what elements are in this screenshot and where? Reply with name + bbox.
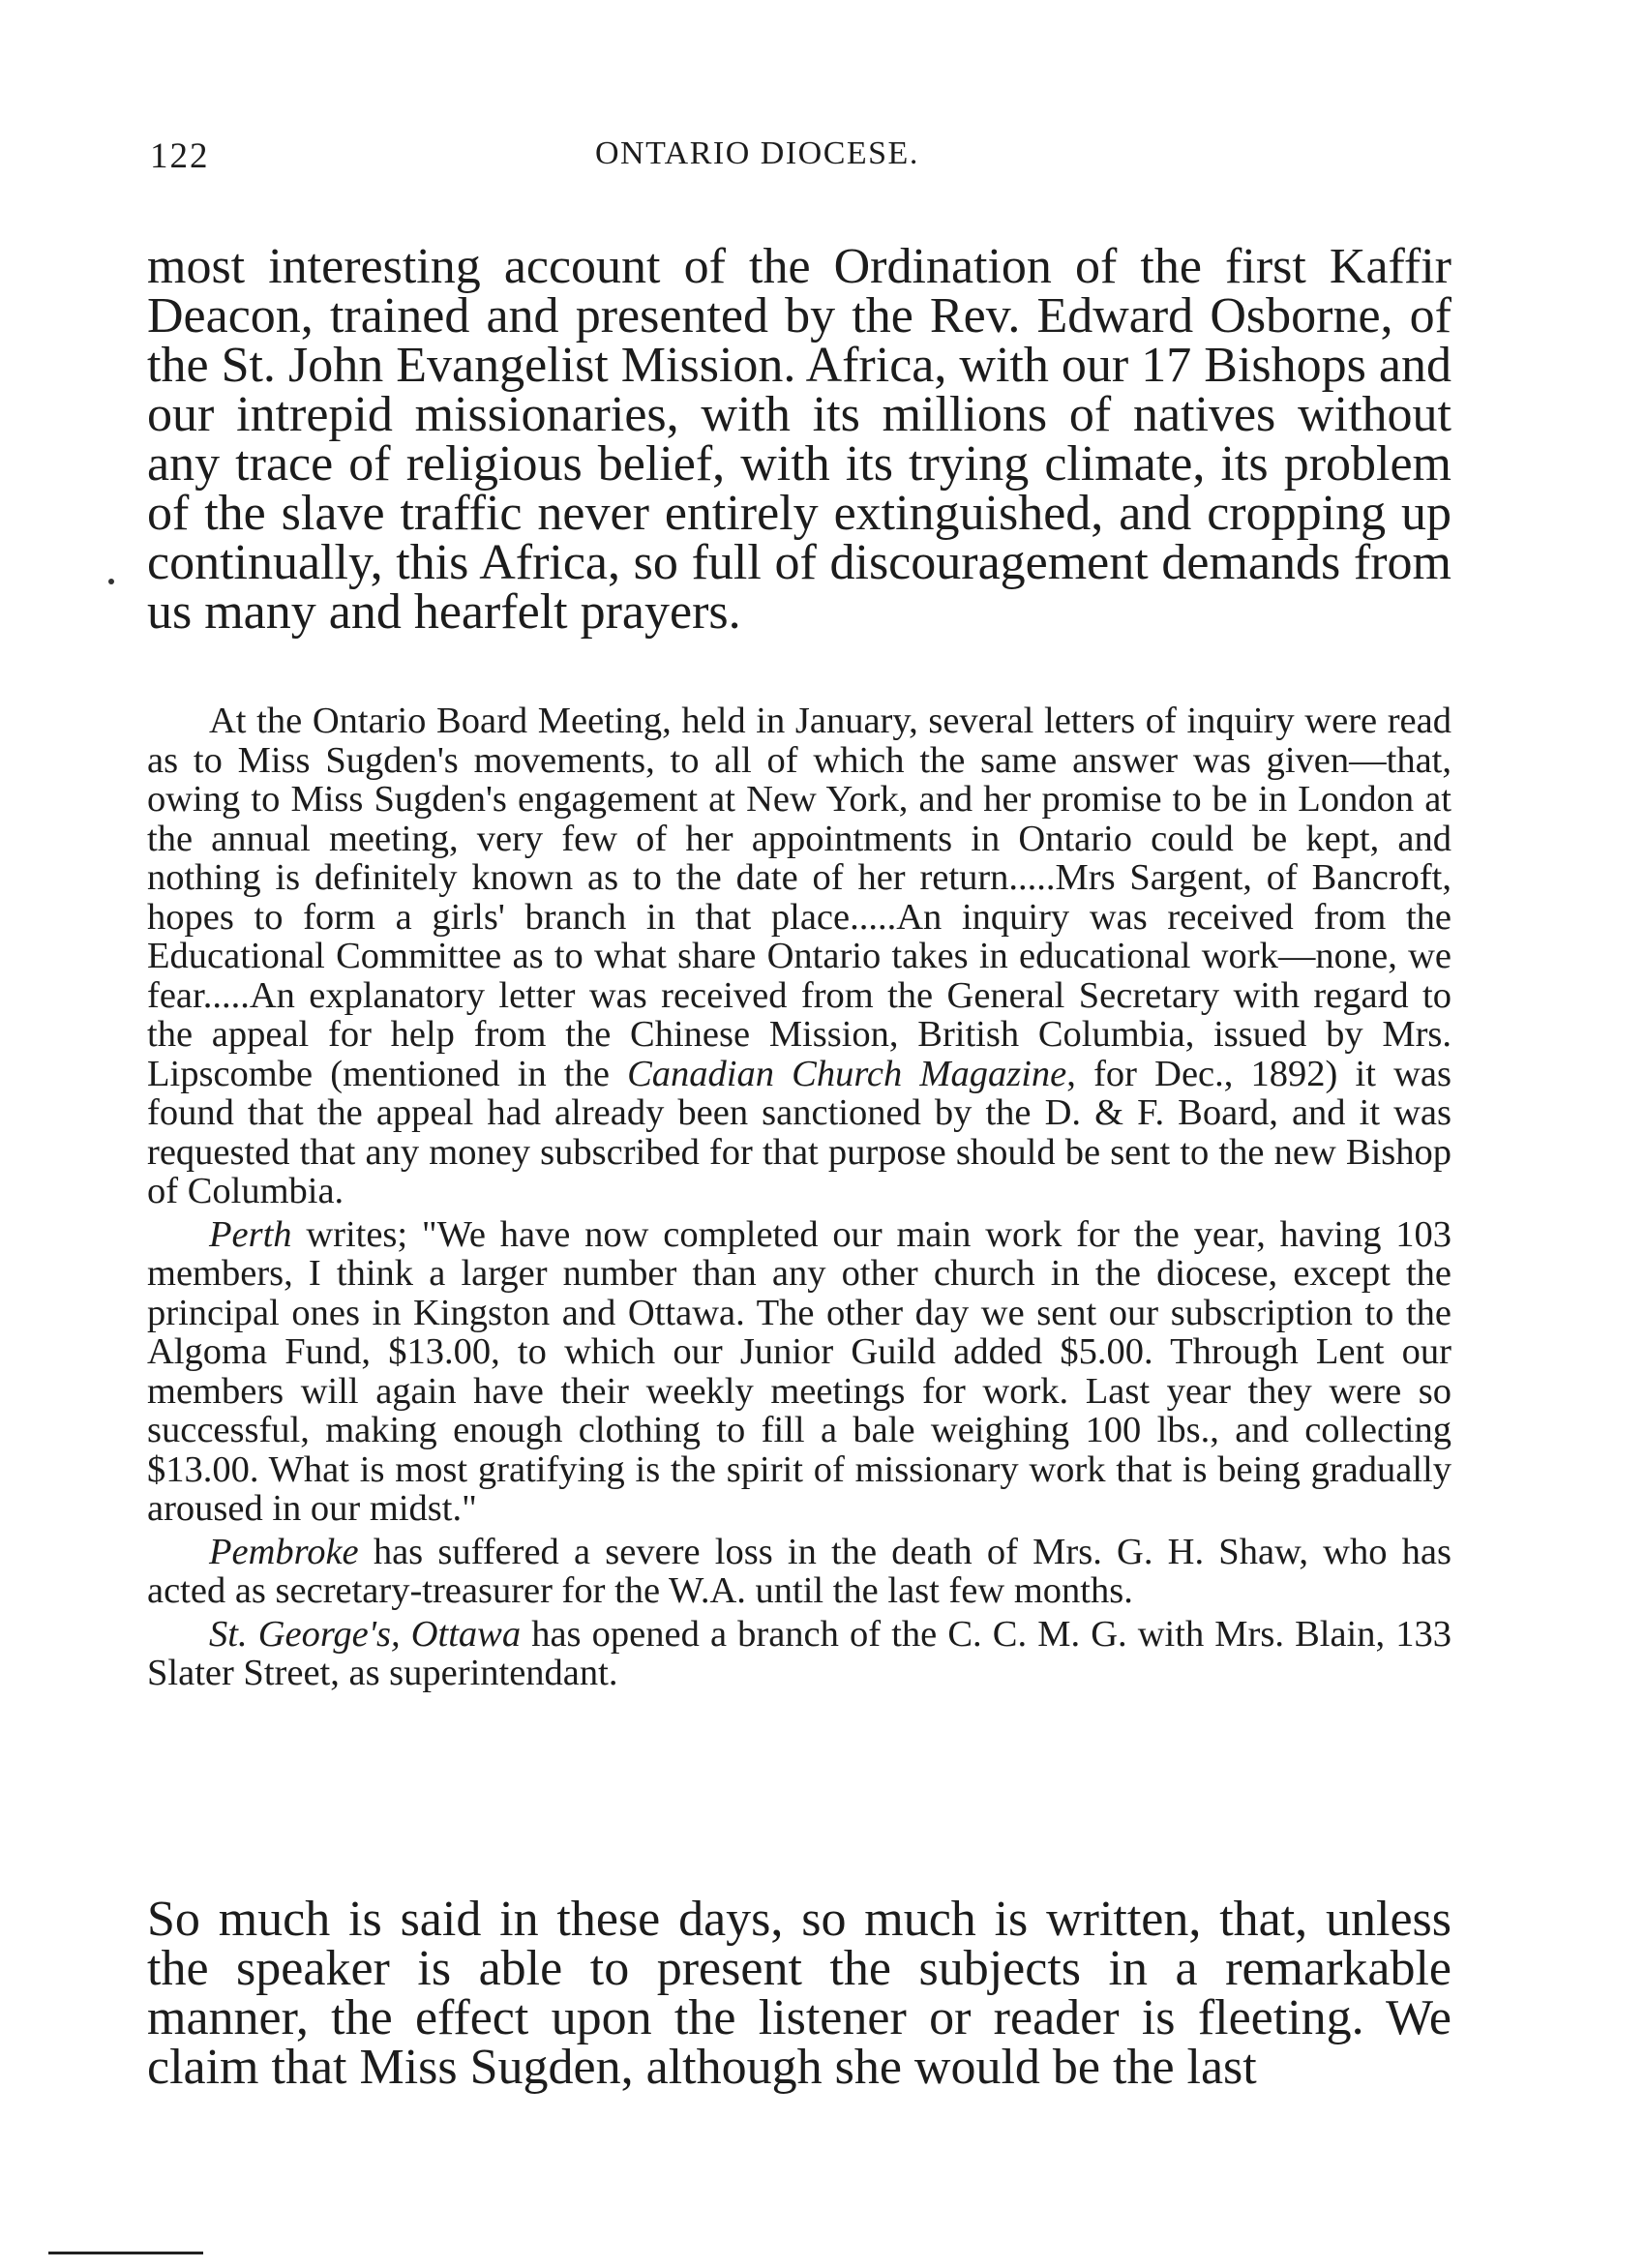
board-notes	[147, 701, 1451, 1693]
bottom-rule	[48, 2252, 203, 2254]
pembroke-text: has suffered a severe loss in the death of Mrs. G. H. Shaw, who has acted as secretary-treasurer for the W.A. until the last few months.	[147, 1531, 1451, 1611]
magazine-title: Canadian Church Magazine	[627, 1053, 1067, 1094]
paragraph-miss-sugden: So much is said in these days, so much is written, that, unless the speaker is able to present the subjects in a remarkable manner, the effect upon the listener or reader is fleeting. We claim that Miss Sugden, although she would be the last	[147, 1892, 1451, 2095]
place-perth: Perth	[209, 1213, 292, 1255]
paragraph-board-meeting	[147, 701, 1451, 1211]
perth-text: writes; "We have now completed our main work for the year, having 103 members, I think a larger number than any other church in the diocese, except the principal ones in Kingston and Ottawa. The other day we sent our subscription to the Algoma Fund, $13.00, to which our Junior Guild added $5.00. Through Lent our members will again have their weekly meetings for work. Last year they were so successful, making enough clothing to fill a bale weighing 100 lbs., and collecting $13.00. What is most gratifying is the spirit of missionary work that is being gradually aroused in our midst."	[147, 1213, 1451, 1529]
paragraph-perth	[147, 1215, 1451, 1529]
paragraph-pembroke	[147, 1533, 1451, 1611]
st-georges-text: has opened a branch of the C. C. M. G. with Mrs. Blain, 133 Slater Street, as superintendant.	[147, 1613, 1451, 1693]
paragraph-st-georges	[147, 1615, 1451, 1693]
paragraph-africa: most interesting account of the Ordination of the first Kaffir Deacon, trained and presented by the Rev. Edward Osborne, of the St. John Evangelist Mission. Africa, with our 17 Bishops and our intrepid missionaries, with its millions of natives without any trace of religious belief, with its trying climate, its problem of the slave traffic never entirely extinguished, and cropping up continually, this Africa, so full of discouragement demands from us many and hearfelt prayers.	[147, 239, 1451, 640]
board-meeting-text: At the Ontario Board Meeting, held in January, several letters of inquiry were read as to Miss Sugden's movements, to all of which the same answer was given—that, owing to Miss Sugden's engagement at New York, and her promise to be in London at the annual meeting, very few of her appointments in Ontario could be kept, and nothing is definitely known as to the date of her return.....Mrs Sargent, of Bancroft, hopes to form a girls' branch in that place.....An inquiry was received from the Educational Committee as to what share Ontario takes in educational work—none, we fear.....An explanatory letter was received from the General Secretary with regard to the appeal for help from the Chinese Mission, British Columbia, issued by Mrs. Lipscombe (mentioned in the	[147, 701, 1451, 1094]
board-meeting-text-end: , for Dec., 1892) it was found that the appeal had already been sanctioned by the D. & F. Board, and it was requested that any money subscribed for that purpose should be sent to the new Bishop of Columbia.	[147, 1053, 1451, 1211]
page-header	[150, 135, 1447, 194]
place-pembroke: Pembroke	[209, 1531, 359, 1572]
margin-mark	[108, 579, 114, 584]
page-number: 122	[150, 136, 210, 176]
place-st-georges: St. George's, Ottawa	[209, 1613, 522, 1655]
running-title: ONTARIO DIOCESE.	[595, 135, 919, 171]
